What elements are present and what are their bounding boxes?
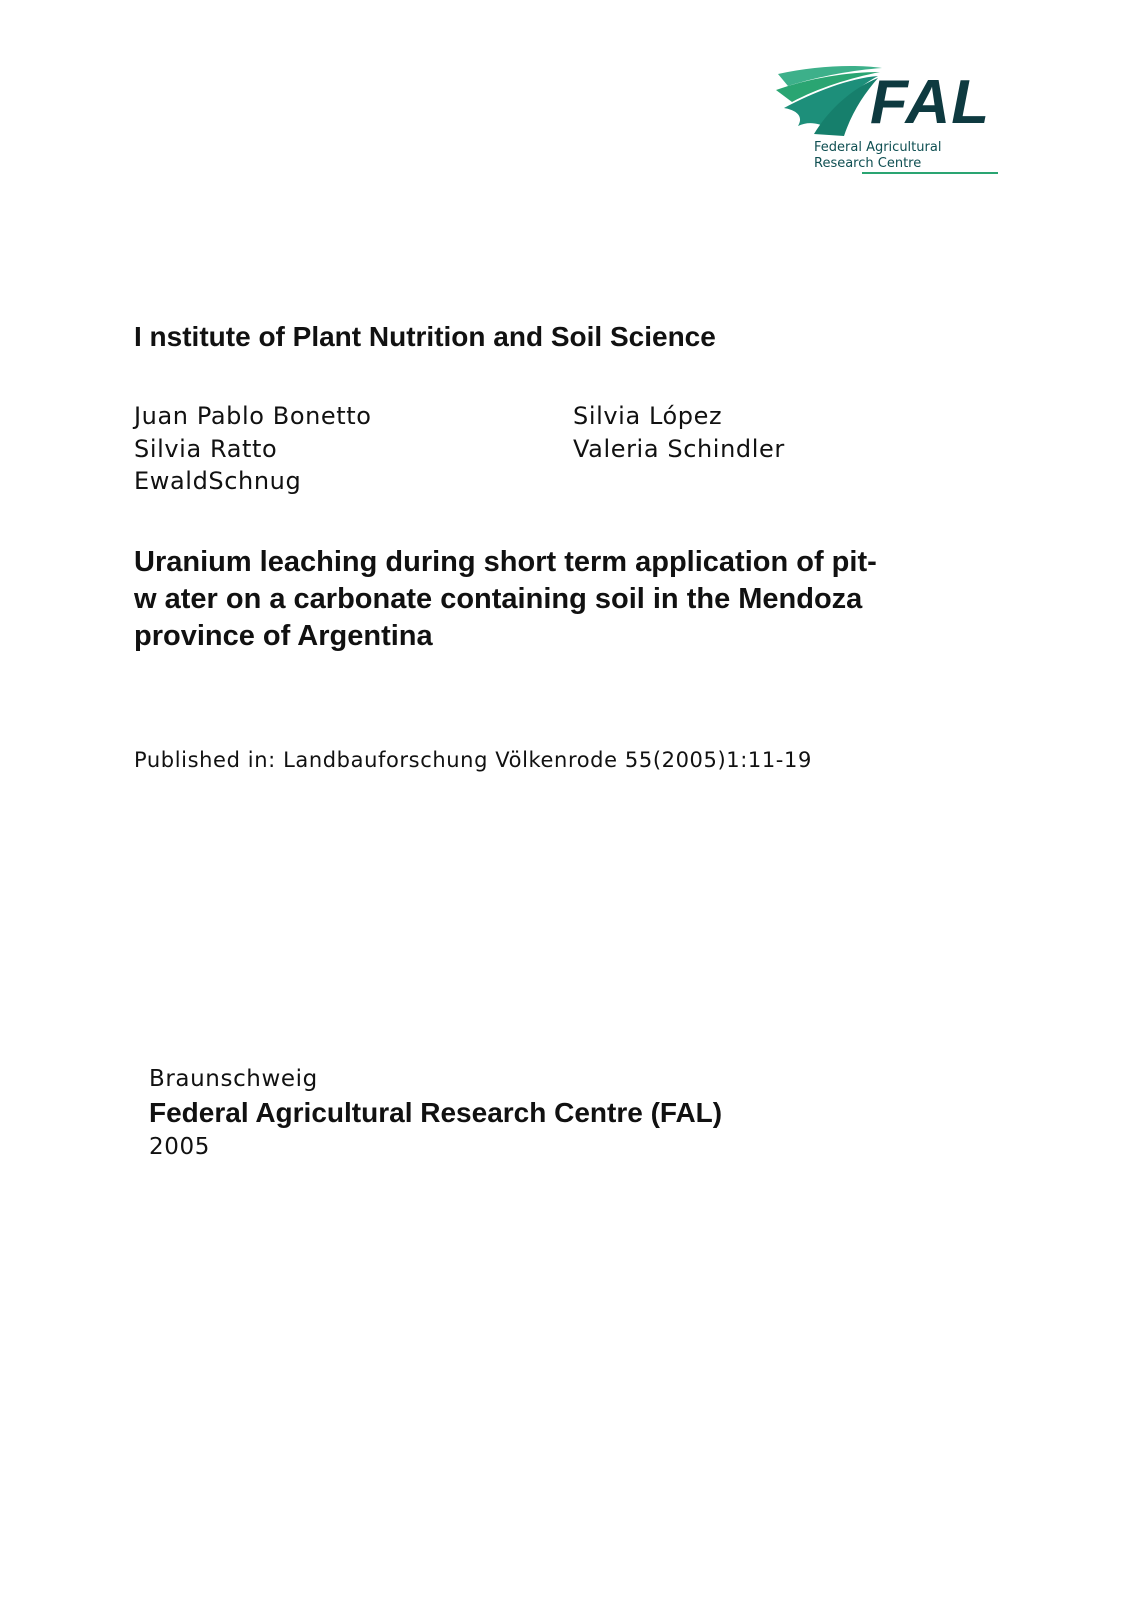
imprint <box>149 1063 722 1163</box>
logo-subtitle-line1: Federal Agricultural <box>814 140 942 155</box>
paper-title-line: Uranium leaching during short term application of pit- <box>134 546 877 578</box>
authors-left-column <box>134 400 372 498</box>
authors-right-column <box>573 400 785 465</box>
author-name: EwaldSchnug <box>134 467 302 495</box>
author-name: Valeria Schindler <box>573 434 785 463</box>
logo-subtitle-line2: Research Centre <box>814 156 922 171</box>
publisher-city: Braunschweig <box>149 1066 318 1092</box>
publication-year: 2005 <box>149 1134 210 1160</box>
publication-reference: Published in: Landbauforschung Völkenrode 55(2005)1:11-19 <box>134 748 812 772</box>
paper-title <box>134 544 974 655</box>
fal-logo <box>774 64 1004 176</box>
author-name: Silvia López <box>573 402 723 430</box>
author-name: Silvia Ratto <box>134 434 278 463</box>
paper-title-line: province of Argentina <box>134 620 433 652</box>
institute-heading: I nstitute of Plant Nutrition and Soil Science <box>134 321 716 352</box>
publisher-name: Federal Agricultural Research Centre (FAL) <box>149 1097 723 1128</box>
paper-title-line: w ater on a carbonate containing soil in the Mendoza <box>134 583 863 615</box>
author-name: Juan Pablo Bonetto <box>134 402 372 430</box>
logo-underline <box>862 172 998 174</box>
fal-swoosh-icon <box>774 64 884 144</box>
fal-wordmark: FAL <box>870 68 991 137</box>
